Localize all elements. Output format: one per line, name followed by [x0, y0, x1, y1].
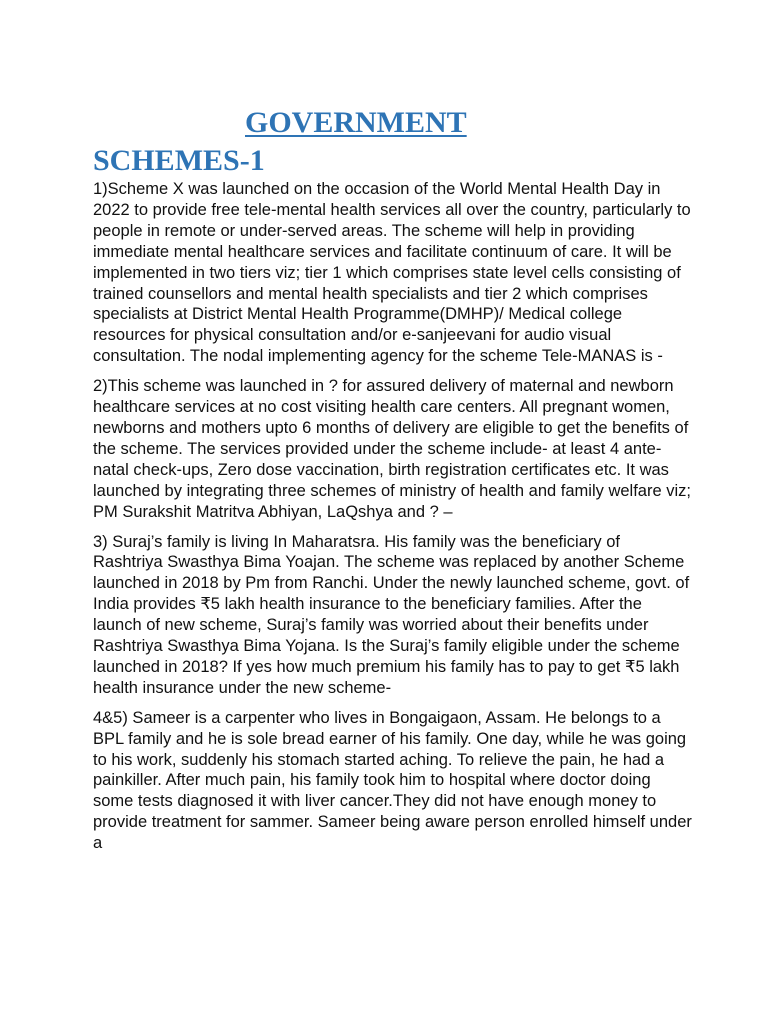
paragraph-question-1: 1)Scheme X was launched on the occasion of the World Mental Health Day in 2022 to provide free tele-mental health services all over the country, particularly to people in remote or under-served areas. The scheme will help in providing immediate mental healthcare services and facilitate continuum of care. It will be implemented in two tiers viz; tier 1 which comprises state level cells consisting of trained counsellors and mental health specialists and tier 2 which comprises specialists at District Mental Health Programme(DMHP)/ Medical college resources for physical consultation and/or e-sanjeevani for audio visual consultation. The nodal implementing agency for the scheme Tele-MANAS is -	[93, 180, 691, 366]
paragraph-question-4-5: 4&5) Sameer is a carpenter who lives in Bongaigaon, Assam. He belongs to a BPL family and he is sole bread earner of his family. One day, while he was going to his work, suddenly his stomach started aching. To relieve the pain, he had a painkiller. After much pain, his family took him to hospital where doctor doing some tests diagnosed it with liver cancer.They did not have enough money to provide treatment for sammer. Sameer being aware person enrolled himself under a	[93, 708, 692, 853]
paragraph-question-3: 3) Suraj’s family is living In Maharatsra. His family was the beneficiary of Rashtriya Swasthya Bima Yoajan. The scheme was replaced by another Scheme launched in 2018 by Pm from Ranchi. Under the newly launched scheme, govt. of India provides ₹5 lakh health insurance to the beneficiary families. After the launch of new scheme, Suraj’s family was worried about their benefits under Rashtriya Swasthya Bima Yojana. Is the Suraj’s family eligible under the scheme launched in 2018? If yes how much premium his family has to pay to get ₹5 lakh health insurance under the new scheme-	[93, 532, 690, 697]
page-title	[93, 104, 713, 180]
document-body	[93, 179, 693, 863]
paragraph-question-2: 2)This scheme was launched in ? for assured delivery of maternal and newborn healthcare services at no cost visiting health care centers. All pregnant women, newborns and mothers upto 6 months of delivery are eligible to get the benefits of the scheme. The services provided under the scheme include- at least 4 ante-natal check-ups, Zero dose vaccination, birth registration certificates etc. It was launched by integrating three schemes of ministry of health and family welfare viz; PM Surakshit Matritva Abhiyan, LaQshya and ? –	[93, 377, 691, 521]
title-line-2: SCHEMES-1	[93, 144, 265, 177]
title-line-1: GOVERNMENT	[245, 106, 467, 139]
